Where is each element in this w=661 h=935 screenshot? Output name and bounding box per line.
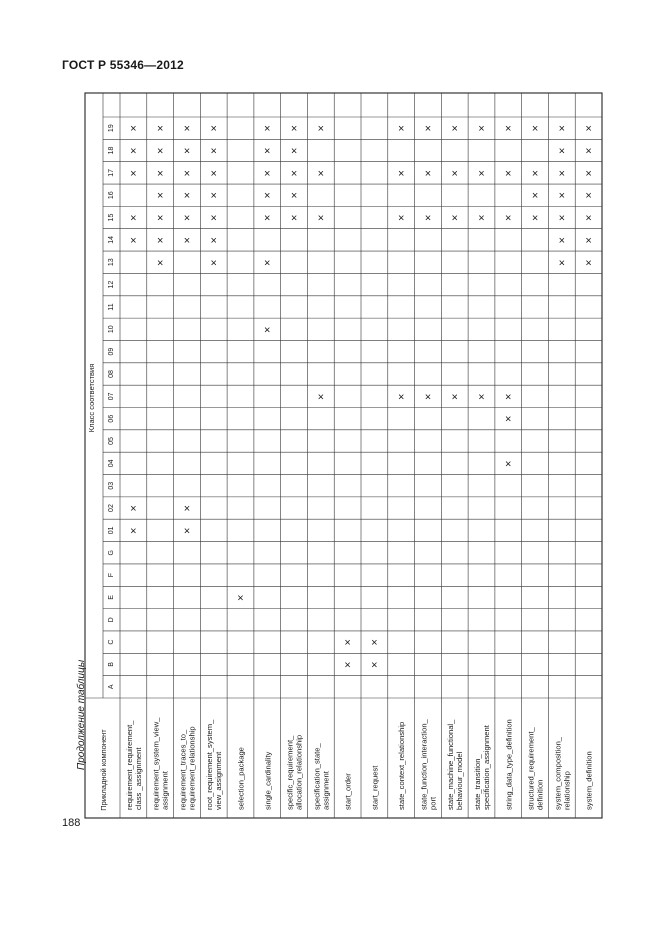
conformance-mark: × [451,167,458,180]
conformance-mark: × [290,123,298,136]
conformance-mark: × [371,637,378,650]
column-label-08: 08 [108,370,115,378]
row-name: system_composition_ [553,736,563,810]
conformance-mark: × [290,190,298,203]
conformance-mark: × [183,123,191,136]
conformance-mark: × [505,391,512,404]
conformance-mark: × [130,167,137,180]
column-label-13: 13 [108,258,115,267]
row-name: requirement_requirement_ [124,720,134,810]
conformance-mark: × [505,167,512,180]
conformance-mark: × [478,167,485,180]
row-name: structured_requirement_ [526,727,536,810]
conformance-mark: × [558,257,566,270]
conformance-mark: × [397,123,405,136]
conformance-mark: × [344,659,351,672]
column-label-12: 12 [108,280,115,289]
conformance-mark: × [397,391,405,404]
conformance-mark: × [558,145,566,158]
conformance-mark: × [478,123,485,136]
conformance-mark: × [451,123,458,136]
class-group-header: Класс соответствия [87,363,96,433]
conformance-mark: × [451,391,458,404]
row-name: relationship [562,771,572,810]
row-name: state_context_relationship [397,721,407,810]
column-label-03: 03 [108,481,115,490]
page-number: 188 [62,817,81,829]
conformance-mark: × [156,212,164,225]
column-label-01: 01 [108,526,115,535]
column-label-17: 17 [108,168,115,177]
conformance-mark: × [424,167,432,180]
conformance-mark: × [478,212,485,225]
row-name: allocation_relationship [294,734,304,810]
conformance-mark: × [210,123,217,136]
row-name: view_assignment [214,751,224,810]
conformance-mark: × [183,190,191,203]
row-name: state_transition_ [473,754,482,810]
conformance-mark: × [156,257,164,270]
row-name: requirement_system_view_ [151,717,161,810]
conformance-mark: × [264,324,271,337]
conformance-mark: × [264,257,271,270]
conformance-mark: × [585,257,592,270]
conformance-mark: × [478,391,485,404]
conformance-mark: × [130,234,137,247]
table-text [108,123,594,810]
conformance-mark: × [183,145,191,158]
conformance-mark: × [585,167,592,180]
column-label-16: 16 [108,191,115,200]
row-name: root_requirement_system_ [205,719,215,810]
conformance-mark: × [531,212,539,225]
conformance-mark: × [505,413,512,426]
conformance-mark: × [317,391,325,404]
column-label-10: 10 [108,325,115,334]
conformance-mark: × [585,190,592,203]
row-name: state_function_interaction_ [419,719,429,810]
conformance-mark: × [130,123,137,136]
conformance-mark: × [558,234,566,247]
row-name: behaviour_model [455,751,465,810]
conformance-mark: × [290,212,298,225]
column-label-02: 02 [108,504,115,512]
conformance-mark: × [505,458,512,471]
column-label-15: 15 [108,213,115,222]
conformance-mark: × [531,123,539,136]
conformance-mark: × [264,190,271,203]
conformance-mark: × [156,123,164,136]
conformance-mark: × [130,503,137,516]
conformance-mark: × [264,212,271,225]
row-name: start_order [343,773,353,810]
conformance-mark: × [183,167,191,180]
row-name: assignment [160,771,170,810]
conformance-mark: × [183,525,191,538]
conformance-mark: × [290,167,298,180]
conformance-mark: × [156,234,164,247]
conformance-mark: × [371,659,378,672]
column-label-05: 05 [108,437,115,445]
conformance-mark: × [397,167,405,180]
conformance-mark: × [317,123,325,136]
conformance-mark: × [210,167,217,180]
column-label-a: A [108,684,115,690]
conformance-mark: × [585,234,592,247]
row-name: specification_state_ [312,743,322,810]
conformance-mark: × [183,212,191,225]
column-label-07: 07 [108,392,115,401]
conformance-mark: × [210,234,217,247]
table-continuation-caption: Продолжение таблицы [76,659,87,770]
conformance-mark: × [237,592,244,605]
column-label-09: 09 [108,347,115,356]
conformance-mark: × [424,212,432,225]
conformance-mark: × [558,190,566,203]
conformance-mark: × [585,145,592,158]
conformance-mark: × [130,212,137,225]
conformance-mark: × [397,212,405,225]
conformance-mark: × [451,212,458,225]
column-label-14: 14 [108,236,115,244]
conformance-mark: × [290,145,298,158]
column-label-b: B [108,662,115,667]
row-name: string_data_type_definition [504,719,514,810]
conformance-mark: × [210,145,217,158]
conformance-mark: × [183,234,191,247]
row-name: requirement_traces_to_ [178,729,188,810]
conformance-mark: × [317,167,325,180]
row-name: start_request [370,765,380,810]
row-name: specification_assignment [482,725,491,810]
conformance-mark: × [531,167,539,180]
conformance-mark: × [210,257,217,270]
column-label-06: 06 [108,414,115,423]
column-label-g: G [108,550,115,556]
conformance-mark: × [264,123,271,136]
column-label-18: 18 [108,146,115,155]
conformance-mark: × [558,212,566,225]
row-name: definition [535,779,545,810]
component-column-header: Прикладной компонент [99,729,108,811]
conformance-mark: × [264,167,271,180]
column-label-f: F [108,572,115,578]
column-label-c: C [108,639,115,645]
conformance-mark: × [156,190,164,203]
column-label-11: 11 [108,303,115,311]
column-label-04: 04 [108,459,115,468]
row-name: selection_package [236,747,246,810]
conformance-mark: × [264,145,271,158]
conformance-mark: × [156,145,164,158]
conformance-mark: × [424,391,432,404]
conformance-mark: × [210,190,217,203]
column-label-19: 19 [108,124,115,133]
row-name: specific_requirement_ [285,735,295,810]
column-label-d: D [108,617,115,623]
conformance-mark: × [344,637,351,650]
conformance-mark: × [317,212,325,225]
conformance-mark: × [130,145,137,158]
row-name: single_cardinality [263,751,273,810]
conformance-mark: × [531,190,539,203]
conformance-mark: × [505,123,512,136]
document-title: ГОСТ Р 55346—2012 [62,58,184,72]
conformance-mark: × [505,212,512,225]
conformance-mark: × [183,503,191,516]
column-label-e: E [108,595,115,600]
row-name: assignment [321,771,331,810]
conformance-mark: × [558,123,566,136]
row-name: requirement_relationship [187,726,197,810]
conformance-mark: × [585,212,592,225]
conformance-mark: × [558,167,566,180]
row-name: system_definition [584,751,594,810]
row-name: class _assignment [133,747,143,810]
conformance-mark: × [585,123,592,136]
conformance-mark: × [424,123,432,136]
row-name: state_machine_functional_ [446,719,456,810]
conformance-mark: × [210,212,217,225]
conformance-mark: × [156,167,164,180]
conformance-mark: × [130,525,137,538]
row-name: port [428,796,438,810]
